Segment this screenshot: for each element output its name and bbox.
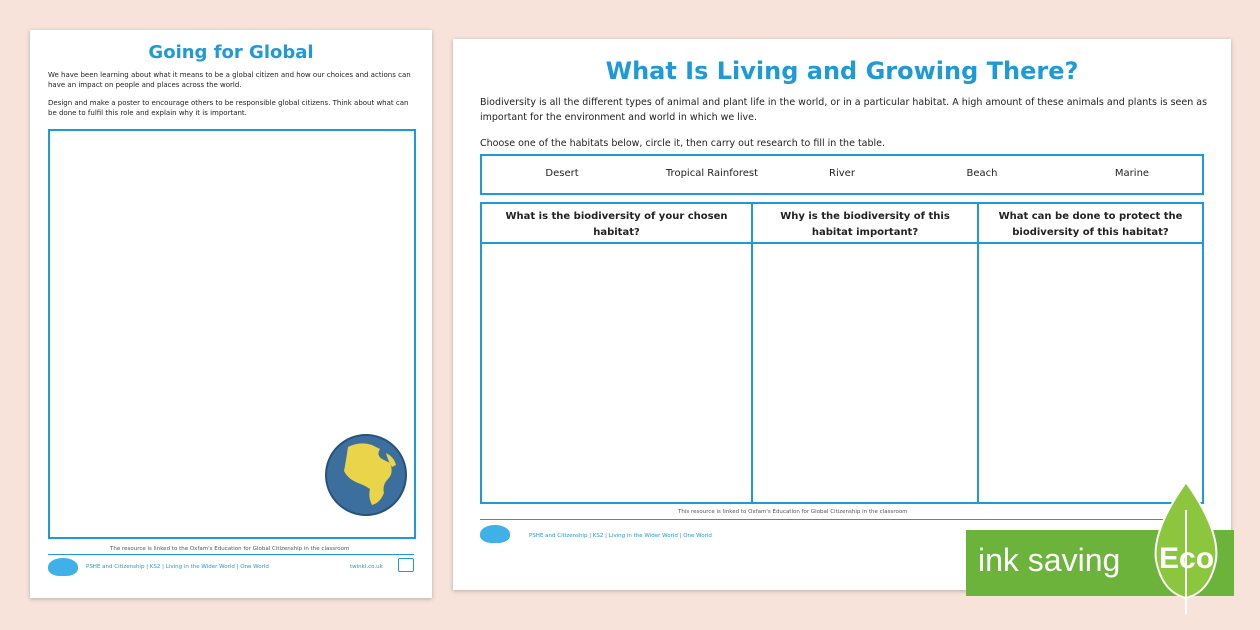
ink-saving-eco-badge: [966, 530, 1234, 596]
answer-cell-biodiversity[interactable]: [482, 244, 751, 502]
poster-drawing-area[interactable]: [48, 129, 416, 539]
ink-saving-label: ink saving: [978, 542, 1121, 578]
left-worksheet: [30, 30, 432, 598]
column-header: Why is the biodiversity of this habitat important?: [753, 204, 977, 244]
biodiversity-table: [480, 202, 1204, 504]
column-header: What can be done to protect the biodiversity of this habitat?: [979, 204, 1202, 244]
left-instruction-paragraph: Design and make a poster to encourage others to be responsible global citizens. Think about what can be done to fulfil this role and explain why it is important.: [48, 99, 409, 117]
globe-icon: [324, 433, 408, 517]
answer-cell-importance[interactable]: [753, 244, 977, 502]
habitat-choice-box: [480, 154, 1204, 195]
twinkl-logo-icon: [48, 558, 78, 576]
right-instruction: Choose one of the habitats below, circle it, then carry out research to fill in the table.: [480, 138, 886, 149]
table-column-biodiversity: [482, 204, 753, 502]
answer-cell-protection[interactable]: [979, 244, 1202, 502]
left-intro-paragraph: We have been learning about what it means to be a global citizen and how our choices and actions can have an impact on people and places across the world.: [48, 71, 411, 89]
right-worksheet-title: What Is Living and Growing There?: [605, 57, 1079, 85]
habitat-option-river[interactable]: River: [829, 168, 855, 179]
right-footer-note: This resource is linked to Oxfam's Education for Global Citizenship in the classroom: [678, 509, 908, 515]
right-intro-paragraph: Biodiversity is all the different types of animal and plant life in the world, or in a particular habitat. A high amount of these animals and plants is seen as important for the environment and world in which we live.: [480, 97, 1208, 123]
left-footer-divider: [48, 554, 414, 555]
oxfam-badge-icon: [398, 558, 414, 572]
right-footer-text: PSHE and Citizenship | KS2 | Living in the Wider World | One World: [529, 533, 712, 539]
eco-label: Eco: [1159, 542, 1215, 575]
column-header: What is the biodiversity of your chosen habitat?: [482, 204, 751, 244]
table-column-importance: [753, 204, 979, 502]
left-footer-url: twinkl.co.uk: [350, 564, 383, 570]
twinkl-logo-icon: [480, 525, 510, 543]
left-footer-note: The resource is linked to the Oxfam's Education for Global Citizenship in the classroom: [110, 546, 350, 552]
left-worksheet-title: Going for Global: [148, 42, 314, 63]
habitat-option-beach[interactable]: Beach: [966, 168, 998, 179]
habitat-option-marine[interactable]: Marine: [1114, 168, 1150, 179]
table-column-protection: [979, 204, 1202, 502]
habitat-option-tropical-rainforest[interactable]: Tropical Rainforest: [665, 168, 759, 179]
habitat-option-desert[interactable]: Desert: [545, 168, 579, 179]
right-worksheet: [453, 39, 1231, 590]
right-footer-divider: [480, 519, 1204, 520]
left-footer-text: PSHE and Citizenship | KS2 | Living in the Wider World | One World: [86, 564, 269, 570]
